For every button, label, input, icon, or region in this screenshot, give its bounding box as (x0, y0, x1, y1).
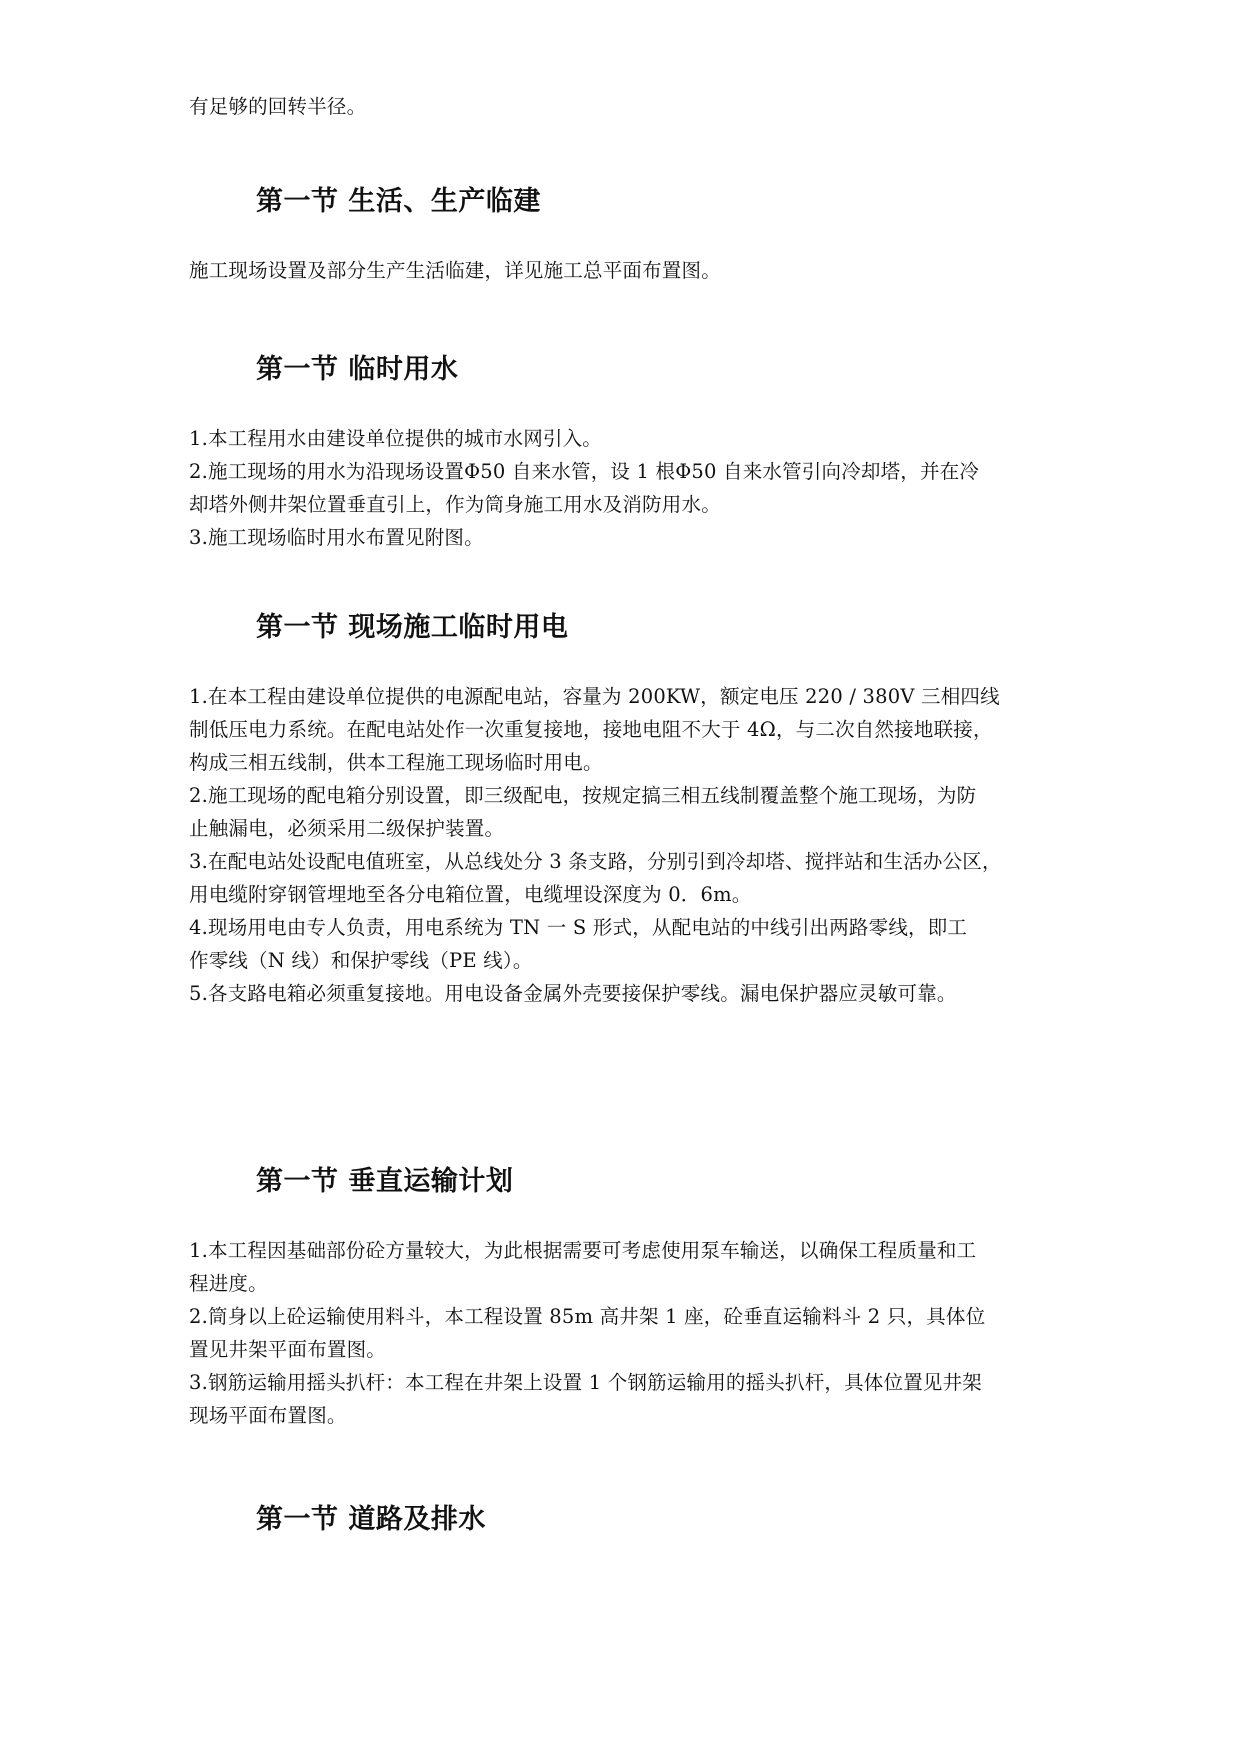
paragraph-intro (189, 90, 1069, 123)
text-line: 1.本工程因基础部份砼方量较大，为此根据需要可考虑使用泵车输送，以确保工程质量和工 (189, 1239, 977, 1262)
section-heading-temporary-facilities: 第一节 生活、生产临建 (256, 186, 541, 217)
text-line: 现场平面布置图。 (189, 1404, 347, 1427)
text-line: 程进度。 (189, 1272, 268, 1295)
text-line: 构成三相五线制，供本工程施工现场临时用电。 (189, 751, 603, 774)
text-line: 3.在配电站处设配电值班室，从总线处分 3 条支路，分别引到冷却塔、搅拌站和生活办公区， (189, 850, 1002, 873)
text-line: 2.施工现场的用水为沿现场设置Φ50 自来水管，设 1 根Φ50 自来水管引向冷却塔，并在冷 (189, 460, 980, 483)
text-line: 2.施工现场的配电箱分别设置，即三级配电，按规定搞三相五线制覆盖整个施工现场，为防 (189, 784, 977, 807)
section-heading-temporary-water: 第一节 临时用水 (256, 354, 459, 385)
text-line: 作零线（N 线）和保护零线（PE 线）。 (189, 949, 533, 972)
text-line: 5.各支路电箱必须重复接地。用电设备金属外壳要接保护零线。漏电保护器应灵敏可靠。 (189, 982, 957, 1005)
text-line: 1.本工程用水由建设单位提供的城市水网引入。 (189, 427, 603, 450)
text-line: 却塔外侧井架位置垂直引上，作为筒身施工用水及消防用水。 (189, 493, 721, 516)
text-line: 有足够的回转半径。 (189, 95, 367, 118)
text-line: 置见井架平面布置图。 (189, 1338, 387, 1361)
paragraph-vertical-transport (189, 1234, 1069, 1432)
section-heading-vertical-transport: 第一节 垂直运输计划 (256, 1166, 514, 1197)
text-line: 止触漏电，必须采用二级保护装置。 (189, 817, 505, 840)
text-line: 用电缆附穿钢管埋地至各分电箱位置，电缆埋设深度为 0．6m。 (189, 883, 752, 906)
text-line: 3.钢筋运输用摇头扒杆：本工程在井架上设置 1 个钢筋运输用的摇头扒杆，具体位置见井架 (189, 1371, 983, 1394)
paragraph-temporary-power (189, 680, 1069, 1010)
text-line: 3.施工现场临时用水布置见附图。 (189, 526, 484, 549)
text-line: 4.现场用电由专人负责，用电系统为 TN 一 S 形式，从配电站的中线引出两路零线，即工 (189, 916, 968, 939)
paragraph-temporary-facilities (189, 254, 1069, 287)
section-heading-roads-drainage: 第一节 道路及排水 (256, 1504, 486, 1535)
paragraph-temporary-water (189, 422, 1069, 554)
text-line: 施工现场设置及部分生产生活临建，详见施工总平面布置图。 (189, 259, 721, 282)
text-line: 2.筒身以上砼运输使用料斗，本工程设置 85m 高井架 1 座，砼垂直运输料斗 2 只，具体位 (189, 1305, 986, 1328)
section-heading-temporary-power: 第一节 现场施工临时用电 (256, 612, 569, 643)
text-line: 1.在本工程由建设单位提供的电源配电站，容量为 200KW，额定电压 220 / 380V 三相四线 (189, 685, 1000, 708)
text-line: 制低压电力系统。在配电站处作一次重复接地，接地电阻不大于 4Ω，与二次自然接地联接， (189, 718, 993, 741)
